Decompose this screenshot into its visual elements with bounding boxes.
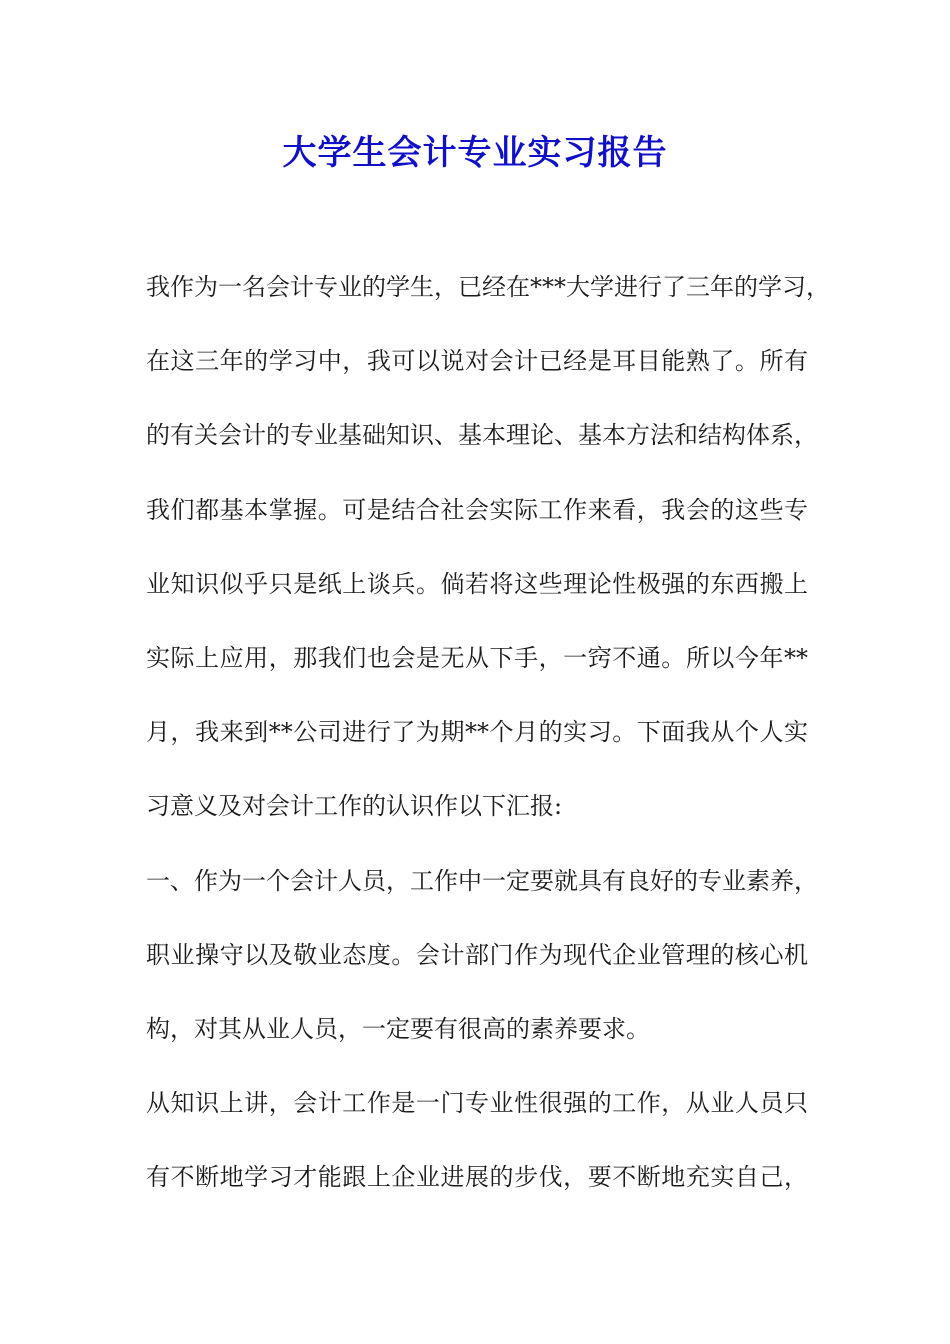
paragraph-line: 职业操守以及敬业态度。会计部门作为现代企业管理的核心机 <box>146 940 808 969</box>
paragraph-line: 构，对其从业人员，一定要有很高的素养要求。 <box>146 1014 650 1043</box>
paragraph-line: 实际上应用，那我们也会是无从下手，一窍不通。所以今年** <box>146 643 808 672</box>
paragraph-line: 业知识似乎只是纸上谈兵。倘若将这些理论性极强的东西搬上 <box>146 569 808 598</box>
paragraph-line: 有不断地学习才能跟上企业进展的步伐，要不断地充实自己， <box>146 1163 808 1192</box>
paragraph-line: 我们都基本掌握。可是结合社会实际工作来看，我会的这些专 <box>146 495 808 524</box>
paragraph-line: 从知识上讲，会计工作是一门专业性很强的工作，从业人员只 <box>146 1089 808 1118</box>
paragraph-line: 习意义及对会计工作的认识作以下汇报: <box>146 792 563 821</box>
paragraph-line: 一、作为一个会计人员，工作中一定要就具有良好的专业素养， <box>146 866 818 895</box>
document-title: 大学生会计专业实习报告 <box>282 133 668 173</box>
paragraph-line: 在这三年的学习中，我可以说对会计已经是耳目能熟了。所有 <box>146 347 808 376</box>
paragraph-line: 月，我来到**公司进行了为期**个月的实习。下面我从个人实 <box>146 718 808 747</box>
paragraph-line: 我作为一名会计专业的学生，已经在***大学进行了三年的学习， <box>146 273 830 301</box>
document-body <box>146 260 830 1224</box>
paragraph-line: 的有关会计的专业基础知识、基本理论、基本方法和结构体系， <box>146 421 818 450</box>
